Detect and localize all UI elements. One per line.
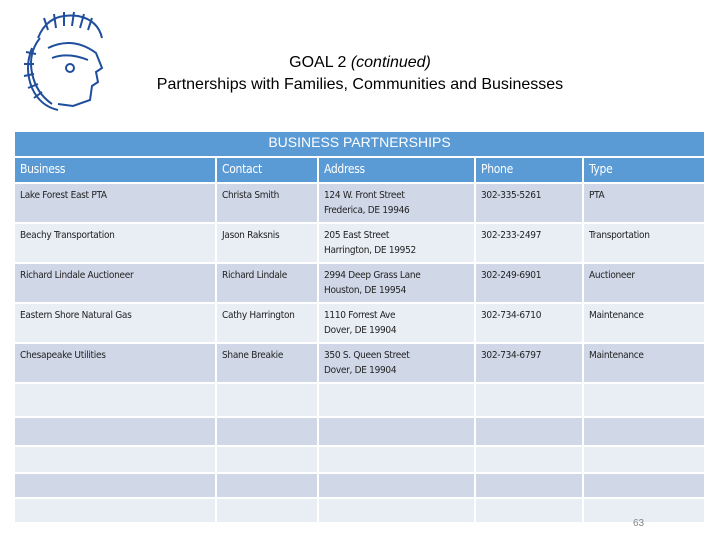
empty-cell xyxy=(475,383,583,417)
type-cell: Maintenance xyxy=(583,303,705,343)
table-row xyxy=(14,303,705,343)
continued-label: (continued) xyxy=(350,54,431,71)
column-header-contact: Contact xyxy=(216,157,318,183)
contact-cell: Shane Breakie xyxy=(216,343,318,383)
empty-cell xyxy=(14,446,216,473)
page-subtitle: Partnerships with Families, Communities and Businesses xyxy=(156,76,564,93)
business-cell: Lake Forest East PTA xyxy=(14,183,216,223)
empty-cell xyxy=(583,473,705,498)
type-cell: PTA xyxy=(583,183,705,223)
address-line2: Dover, DE 19904 xyxy=(324,325,397,336)
empty-row xyxy=(14,417,705,446)
phone-cell: 302-734-6797 xyxy=(475,343,583,383)
empty-cell xyxy=(318,498,475,523)
empty-cell xyxy=(318,383,475,417)
column-header-address: Address xyxy=(318,157,475,183)
address-line2: Dover, DE 19904 xyxy=(324,365,397,376)
empty-cell xyxy=(216,498,318,523)
address-line1: 2994 Deep Grass Lane xyxy=(324,270,421,281)
empty-cell xyxy=(216,417,318,446)
empty-row xyxy=(14,383,705,417)
table-caption: BUSINESS PARTNERSHIPS xyxy=(14,131,705,157)
empty-cell xyxy=(475,498,583,523)
column-header-type: Type xyxy=(583,157,705,183)
contact-cell: Christa Smith xyxy=(216,183,318,223)
page-title xyxy=(0,54,720,72)
type-cell: Maintenance xyxy=(583,343,705,383)
table-row xyxy=(14,223,705,263)
business-cell: Chesapeake Utilities xyxy=(14,343,216,383)
empty-cell xyxy=(318,473,475,498)
type-cell: Transportation xyxy=(583,223,705,263)
column-header-business: Business xyxy=(14,157,216,183)
business-cell: Beachy Transportation xyxy=(14,223,216,263)
page-number: 63 xyxy=(633,518,645,529)
empty-cell xyxy=(14,473,216,498)
address-line2: Houston, DE 19954 xyxy=(324,285,407,296)
address-line2: Harrington, DE 19952 xyxy=(324,245,416,256)
contact-cell: Jason Raksnis xyxy=(216,223,318,263)
empty-cell xyxy=(583,446,705,473)
column-header-phone: Phone xyxy=(475,157,583,183)
table-row xyxy=(14,263,705,303)
empty-row xyxy=(14,473,705,498)
empty-row xyxy=(14,498,705,523)
empty-row xyxy=(14,446,705,473)
address-cell xyxy=(318,343,475,383)
address-cell xyxy=(318,223,475,263)
address-line1: 124 W. Front Street xyxy=(324,190,405,201)
business-cell: Eastern Shore Natural Gas xyxy=(14,303,216,343)
table-row xyxy=(14,343,705,383)
business-partnerships-table xyxy=(13,130,706,524)
empty-cell xyxy=(583,417,705,446)
empty-cell xyxy=(475,417,583,446)
address-cell xyxy=(318,263,475,303)
empty-cell xyxy=(216,473,318,498)
phone-cell: 302-734-6710 xyxy=(475,303,583,343)
contact-cell: Cathy Harrington xyxy=(216,303,318,343)
empty-cell xyxy=(14,383,216,417)
empty-cell xyxy=(318,446,475,473)
phone-cell: 302-233-2497 xyxy=(475,223,583,263)
empty-cell xyxy=(318,417,475,446)
type-cell: Auctioneer xyxy=(583,263,705,303)
phone-cell: 302-335-5261 xyxy=(475,183,583,223)
empty-cell xyxy=(475,446,583,473)
address-line1: 205 East Street xyxy=(324,230,390,241)
empty-cell xyxy=(475,473,583,498)
address-cell xyxy=(318,303,475,343)
address-line1: 1110 Forrest Ave xyxy=(324,310,396,321)
phone-cell: 302-249-6901 xyxy=(475,263,583,303)
business-cell: Richard Lindale Auctioneer xyxy=(14,263,216,303)
address-line1: 350 S. Queen Street xyxy=(324,350,410,361)
goal-label: GOAL 2 xyxy=(289,54,347,71)
empty-cell xyxy=(583,383,705,417)
contact-cell: Richard Lindale xyxy=(216,263,318,303)
empty-cell xyxy=(216,446,318,473)
address-line2: Frederica, DE 19946 xyxy=(324,205,410,216)
table-row xyxy=(14,183,705,223)
address-cell xyxy=(318,183,475,223)
empty-cell xyxy=(216,383,318,417)
empty-cell xyxy=(14,417,216,446)
empty-cell xyxy=(14,498,216,523)
